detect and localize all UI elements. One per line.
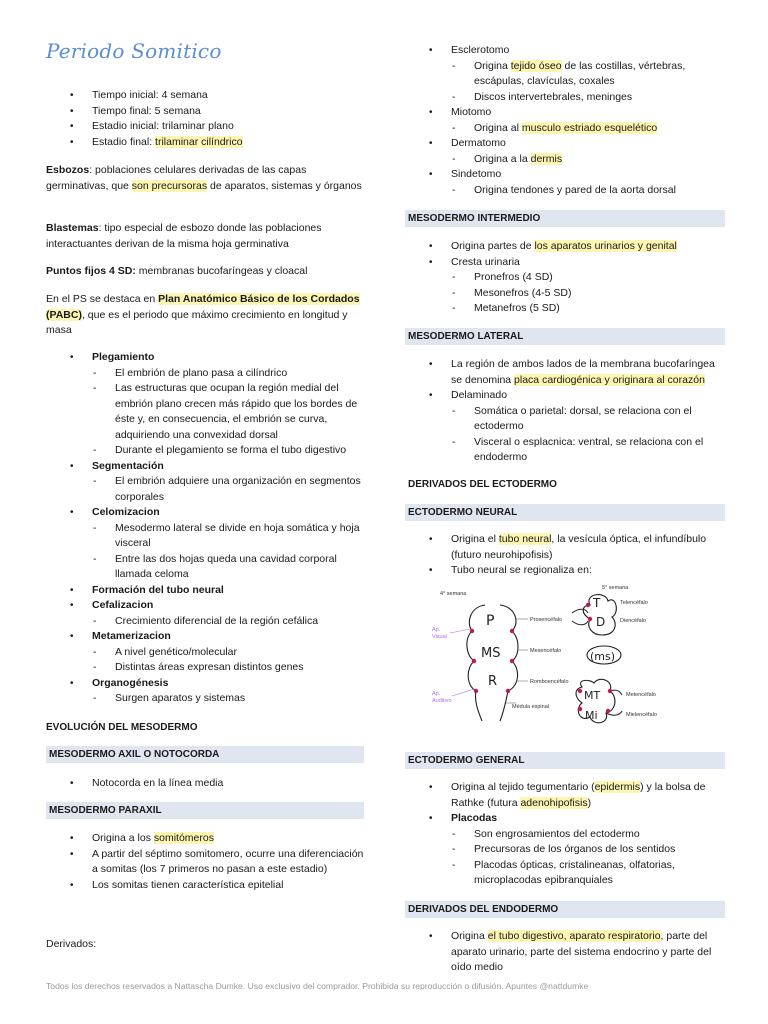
blastemas-paragraph: Blastemas: tipo especial de esbozo donde las poblaciones interactuantes derivan de la misma hoja germinativa <box>46 222 322 250</box>
list-item: - Pronefros (4 SD) <box>451 270 725 286</box>
list-item: - Entre las dos hojas queda una cavidad corporal llamada celoma <box>92 552 364 583</box>
puntos-paragraph: Puntos fijos 4 SD: membranas bucofaríngeas y cloacal <box>46 265 308 277</box>
junction-dot <box>510 659 514 663</box>
ap-auditivo-label-2: Auditivo <box>432 698 452 704</box>
list-item: • Plegamiento - El embrión de plano pasa a cilíndrico - Las estructuras que ocupan la región medial del embrión plano crecen más rápido que los bordes de éste y, en consecuencia, el embrión se curva, adquiriendo una convexidad dorsal - Durante el plegamiento se forma el tubo digestivo <box>46 350 364 459</box>
list-item: - Somática o parietal: dorsal, se relaciona con el ectodermo <box>451 404 725 435</box>
junction-dot <box>586 603 590 607</box>
leader-line <box>450 629 470 633</box>
list-item: - Durante el plegamiento se forma el tubo digestivo <box>92 443 364 459</box>
ms2-label: (ms) <box>590 650 616 663</box>
junction-dot <box>472 659 476 663</box>
neural-tube-diagram <box>430 583 702 735</box>
junction-dot <box>608 689 612 693</box>
list-item: • Origina al tejido tegumentario (epidermis) y la bolsa de Rathke (futura adenohipofisis) <box>405 780 725 811</box>
list-item: • Metamerizacion - A nivel genético/molecular - Distintas áreas expresan distintos genes <box>46 629 364 676</box>
esbozos-paragraph: Esbozos: poblaciones celulares derivadas de las capas germinativas, que son precursoras de aparatos, sistemas y órganos <box>46 164 362 192</box>
list-item: • Delaminado - Somática o parietal: dorsal, se relaciona con el ectodermo - Visceral o esplacnica: ventral, se relaciona con el endodermo <box>405 388 725 466</box>
mt-label: MT <box>584 689 601 702</box>
medula-label: Médula espinal <box>512 704 549 710</box>
junction-dot <box>506 689 510 693</box>
endodermo-section-header: DERIVADOS DEL ENDODERMO <box>405 901 725 918</box>
list-item: - El embrión de plano pasa a cilíndrico <box>92 366 364 382</box>
list-item: • Miotomo - Origina al musculo estriado esquelético <box>405 105 725 136</box>
list-item: • Notocorda en la línea media <box>46 776 364 792</box>
junction-dot <box>578 689 582 693</box>
list-item: - Origina tejido óseo de las costillas, vértebras, escápulas, clavículas, coxales <box>451 59 725 90</box>
list-item: - Origina a la dermis <box>451 152 725 168</box>
junction-dot <box>510 629 514 633</box>
ms-label: MS <box>481 646 501 661</box>
ecto-general-list <box>405 780 725 889</box>
list-item: • Esclerotomo - Origina tejido óseo de las costillas, vértebras, escápulas, clavículas, coxales - Discos intervertebrales, meninges <box>405 43 725 105</box>
list-item: - Mesonefros (4-5 SD) <box>451 286 725 302</box>
list-item: • Placodas - Son engrosamientos del ectodermo - Precursoras de los órganos de los sentidos - Placodas ópticas, cristalineanas, olfatorias, microplacodas epibranquiales <box>405 811 725 889</box>
list-item: - A nivel genético/molecular <box>92 645 364 661</box>
list-item: • Cefalizacion - Crecimiento diferencial de la región cefálica <box>46 598 364 629</box>
list-item: - Crecimiento diferencial de la región cefálica <box>92 614 364 630</box>
paraxil-section-header: MESODERMO PARAXIL <box>46 802 364 819</box>
ecto-general-section-header: ECTODERMO GENERAL <box>405 752 725 769</box>
week5-label: 5° semana <box>602 585 629 591</box>
rombencefalo-label: Romboencéfalo <box>530 679 569 685</box>
forebrain-bracket <box>572 609 588 625</box>
endodermo-list <box>405 929 725 976</box>
list-item: • La región de ambos lados de la membrana bucofaríngea se denomina placa cardiogénica y originara al corazón <box>405 357 725 388</box>
list-item: - Visceral o esplacnica: ventral, se relaciona con el endodermo <box>451 435 725 466</box>
list-item: - Distintas áreas expresan distintos genes <box>92 660 364 676</box>
list-item: • Sindetomo - Origina tendones y pared de la aorta dorsal <box>405 167 725 198</box>
somita-derivados-list <box>405 43 725 198</box>
junction-dot <box>606 709 610 713</box>
list-item: • Origina el tubo digestivo, aparato respiratorio, parte del aparato urinario, parte del sistema endocrino y parte del oído medio <box>405 929 725 976</box>
week4-label: 4° semana <box>440 591 467 597</box>
intermedio-section-header: MESODERMO INTERMEDIO <box>405 210 725 227</box>
list-item: • Estadio inicial: trilaminar plano <box>46 119 364 135</box>
junction-dot <box>470 629 474 633</box>
prosencefalo-label: Prosencéfalo <box>530 617 563 623</box>
r-label: R <box>488 674 498 689</box>
intermedio-list <box>405 239 725 317</box>
list-item: • Origina partes de los aparatos urinarios y genital <box>405 239 725 255</box>
t-label: T <box>593 596 601 610</box>
list-item: - Mesodermo lateral se divide en hoja somática y hoja visceral <box>92 521 364 552</box>
axil-section-header: MESODERMO AXIL O NOTOCORDA <box>46 746 364 763</box>
footer-notice: Todos los derechos reservados a Nattascha Dumke. Uso exclusivo del comprador. Prohibida su reproducción o difusión. Apuntes @nattdumke <box>46 981 589 991</box>
ap-auditivo-label-1: Ap. <box>432 691 441 697</box>
list-item: - El embrión adquiere una organización en segmentos corporales <box>92 474 364 505</box>
list-item: - Placodas ópticas, cristalineanas, olfatorias, microplacodas epibranquiales <box>451 858 725 889</box>
ap-visual-label-2: Visual <box>432 634 447 640</box>
paraxil-list <box>46 831 364 893</box>
list-item: • Los somitas tienen característica epitelial <box>46 878 364 894</box>
p-label: P <box>486 613 495 629</box>
list-item: • Tiempo inicial: 4 semana <box>46 88 364 104</box>
lateral-list <box>405 357 725 466</box>
page-title: Periodo Somitico <box>46 39 222 63</box>
list-item: - Metanefros (5 SD) <box>451 301 725 317</box>
list-item: • Origina a los somitómeros <box>46 831 364 847</box>
list-item: • Tubo neural se regionaliza en: <box>405 563 725 579</box>
list-item: • Celomizacion - Mesodermo lateral se divide en hoja somática y hoja visceral - Entre las dos hojas queda una cavidad corporal llamada celoma <box>46 505 364 583</box>
telencefalo-label: Telencéfalo <box>620 600 648 606</box>
junction-dot <box>578 707 582 711</box>
mielencefalo-label: Mielencéfalo <box>626 712 657 718</box>
list-item: • Formación del tubo neural <box>46 583 364 599</box>
list-item: • A partir del séptimo somitomero, ocurre una diferenciación a somitas (los 7 primeros no pasan a este estadio) <box>46 847 364 878</box>
list-item: • Segmentación - El embrión adquiere una organización en segmentos corporales <box>46 459 364 506</box>
junction-dot <box>474 689 478 693</box>
list-item: • Origina el tubo neural, la vesícula óptica, el infundíbulo (futuro neurohipofisis) <box>405 532 725 563</box>
derivados-ecto-heading: DERIVADOS DEL ECTODERMO <box>408 479 557 490</box>
list-item: - Son engrosamientos del ectodermo <box>451 827 725 843</box>
metencefalo-label: Metencéfalo <box>626 692 656 698</box>
leader-line <box>452 689 474 696</box>
list-item: - Origina al musculo estriado esquelético <box>451 121 725 137</box>
list-item: - Precursoras de los órganos de los sentidos <box>451 842 725 858</box>
ap-visual-label-1: Ap. <box>432 627 441 633</box>
d-label: D <box>596 615 606 629</box>
pabc-paragraph: En el PS se destaca en Plan Anatómico Básico de los Cordados (PABC), que es el periodo que máximo crecimiento en longitud y masa <box>46 293 360 336</box>
evolucion-heading: EVOLUCIÓN DEL MESODERMO <box>46 722 198 733</box>
lateral-section-header: MESODERMO LATERAL <box>405 328 725 345</box>
list-item: - Surgen aparatos y sistemas <box>92 691 364 707</box>
list-item: • Estadio final: trilaminar cilíndrico <box>46 135 364 151</box>
junction-dot <box>588 617 592 621</box>
derivados-label: Derivados: <box>46 938 97 950</box>
list-item: • Cresta urinaria - Pronefros (4 SD) - Mesonefros (4-5 SD) - Metanefros (5 SD) <box>405 255 725 317</box>
axil-list <box>46 776 364 792</box>
list-item: • Dermatomo - Origina a la dermis <box>405 136 725 167</box>
ecto-neural-section-header: ECTODERMO NEURAL <box>405 504 725 521</box>
ecto-neural-list <box>405 532 725 579</box>
list-item: • Organogénesis - Surgen aparatos y sistemas <box>46 676 364 707</box>
diencefalo-label: Diencéfalo <box>620 618 646 624</box>
mi-label: Mi <box>585 709 598 722</box>
list-item: - Origina tendones y pared de la aorta dorsal <box>451 183 725 199</box>
list-item: • Tiempo final: 5 semana <box>46 104 364 120</box>
mesencefalo-label: Mesencéfalo <box>530 648 562 654</box>
list-item: - Las estructuras que ocupan la región medial del embrión plano crecen más rápido que los bordes de éste y, en consecuencia, el embrión se curva, adquiriendo una convexidad dorsal <box>92 381 364 443</box>
list-item: - Discos intervertebrales, meninges <box>451 90 725 106</box>
procesos-list <box>46 350 364 707</box>
time-list <box>46 88 364 150</box>
